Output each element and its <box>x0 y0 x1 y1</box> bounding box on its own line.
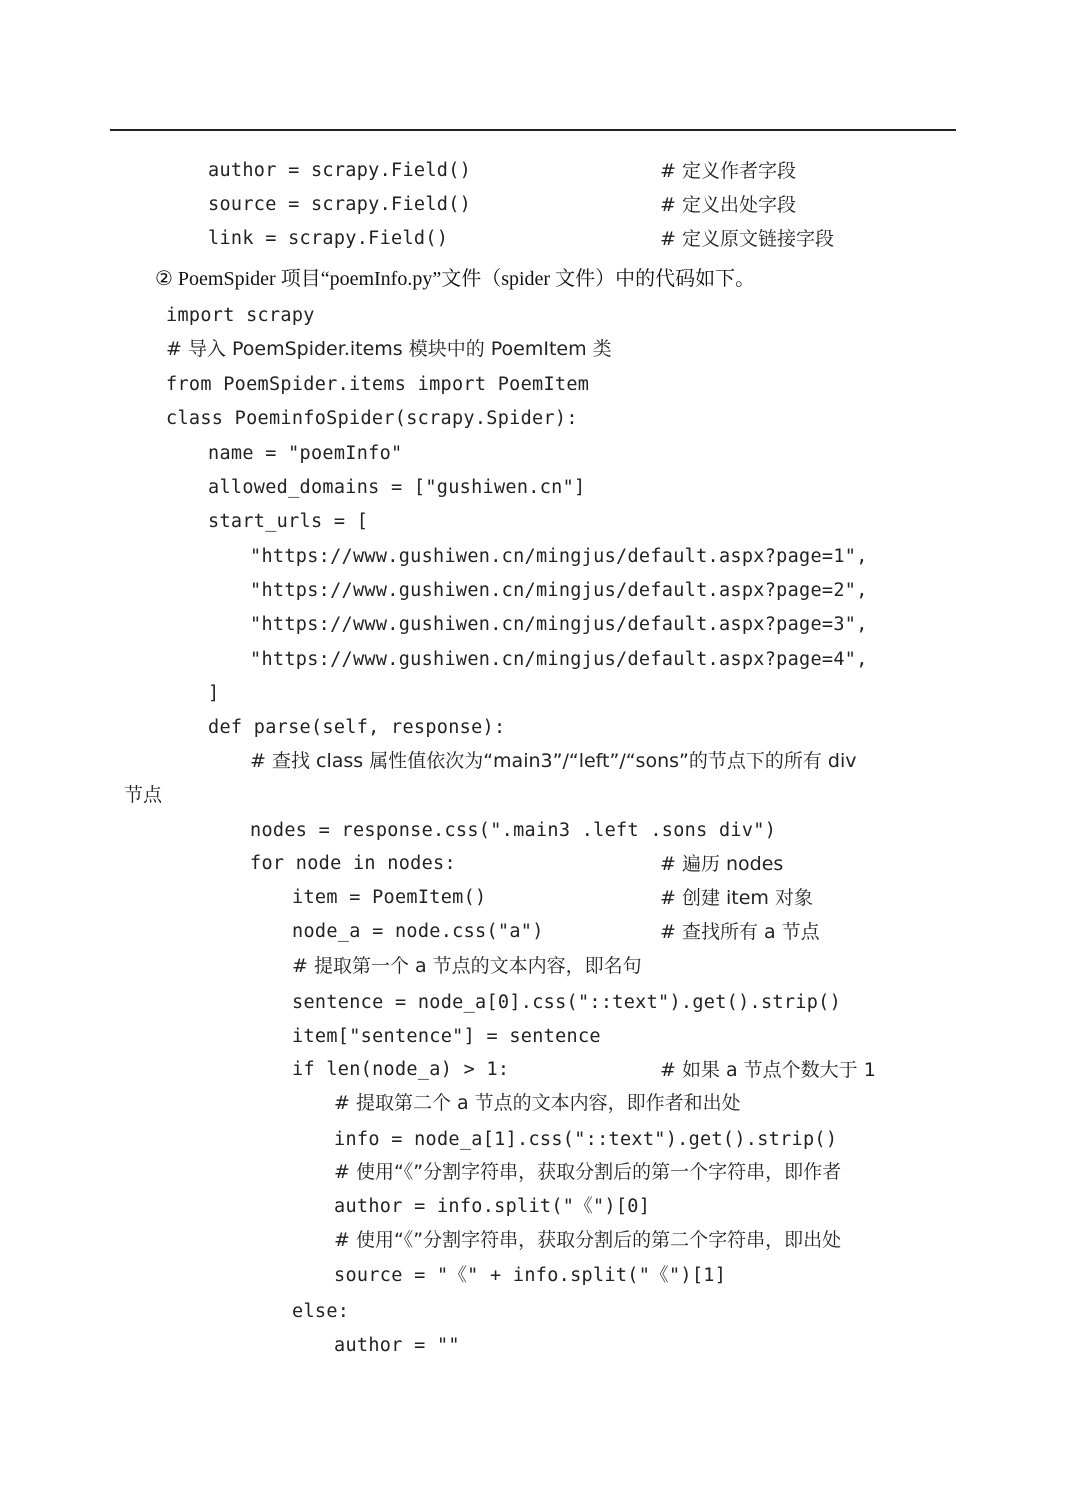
code-line: for node in nodes: <box>250 853 456 874</box>
header-rule <box>110 129 956 131</box>
code-line: start_urls = [ <box>208 511 369 532</box>
code-line: author = "" <box>334 1335 460 1356</box>
code-line: info = node_a[1].css("::text").get().strip() <box>334 1129 838 1150</box>
code-comment: # 提取第二个 a 节点的文本内容，即作者和出处 <box>334 1092 741 1114</box>
code-comment: # 查找 class 属性值依次为“main3”/“left”/“sons”的节点下的所有 div <box>250 750 857 772</box>
code-comment: # 定义原文链接字段 <box>660 228 834 250</box>
code-comment: # 定义作者字段 <box>660 160 796 182</box>
code-line: item = PoemItem() <box>292 887 487 908</box>
code-comment: # 使用“《”分割字符串，获取分割后的第二个字符串，即出处 <box>334 1229 842 1251</box>
code-comment: # 使用“《”分割字符串，获取分割后的第一个字符串，即作者 <box>334 1161 842 1183</box>
code-line: author = scrapy.Field() <box>208 160 472 181</box>
code-line: "https://www.gushiwen.cn/mingjus/default.aspx?page=2", <box>250 580 868 601</box>
code-line: class PoeminfoSpider(scrapy.Spider): <box>166 408 578 429</box>
code-line: "https://www.gushiwen.cn/mingjus/default.aspx?page=1", <box>250 546 868 567</box>
code-line: link = scrapy.Field() <box>208 228 449 249</box>
code-line: name = "poemInfo" <box>208 443 403 464</box>
code-line: sentence = node_a[0].css("::text").get().strip() <box>292 992 842 1013</box>
code-line: import scrapy <box>166 305 315 326</box>
code-line: "https://www.gushiwen.cn/mingjus/default.aspx?page=4", <box>250 649 868 670</box>
code-comment-wrap: 节点 <box>124 784 163 806</box>
code-line: author = info.split("《")[0] <box>334 1196 651 1217</box>
code-line: "https://www.gushiwen.cn/mingjus/default.aspx?page=3", <box>250 614 868 635</box>
code-line: source = "《" + info.split("《")[1] <box>334 1265 727 1286</box>
code-comment: # 查找所有 a 节点 <box>660 921 820 943</box>
code-line: def parse(self, response): <box>208 717 506 738</box>
code-line: allowed_domains = ["gushiwen.cn"] <box>208 477 586 498</box>
code-comment: # 定义出处字段 <box>660 194 796 216</box>
code-comment: # 提取第一个 a 节点的文本内容，即名句 <box>292 955 642 977</box>
code-line: else: <box>292 1301 350 1322</box>
code-line: from PoemSpider.items import PoemItem <box>166 374 590 395</box>
code-line: nodes = response.css(".main3 .left .sons div") <box>250 820 777 841</box>
code-line: ] <box>208 683 220 704</box>
code-comment: # 遍历 nodes <box>660 853 784 875</box>
code-line: node_a = node.css("a") <box>292 921 544 942</box>
code-comment: # 创建 item 对象 <box>660 887 813 909</box>
code-comment: # 如果 a 节点个数大于 1 <box>660 1059 876 1081</box>
code-comment: # 导入 PoemSpider.items 模块中的 PoemItem 类 <box>166 338 612 360</box>
code-line: item["sentence"] = sentence <box>292 1026 601 1047</box>
code-line: source = scrapy.Field() <box>208 194 472 215</box>
section-intro: ② PoemSpider 项目“poemInfo.py”文件（spider 文件）中的代码如下。 <box>155 268 756 290</box>
code-line: if len(node_a) > 1: <box>292 1059 510 1080</box>
